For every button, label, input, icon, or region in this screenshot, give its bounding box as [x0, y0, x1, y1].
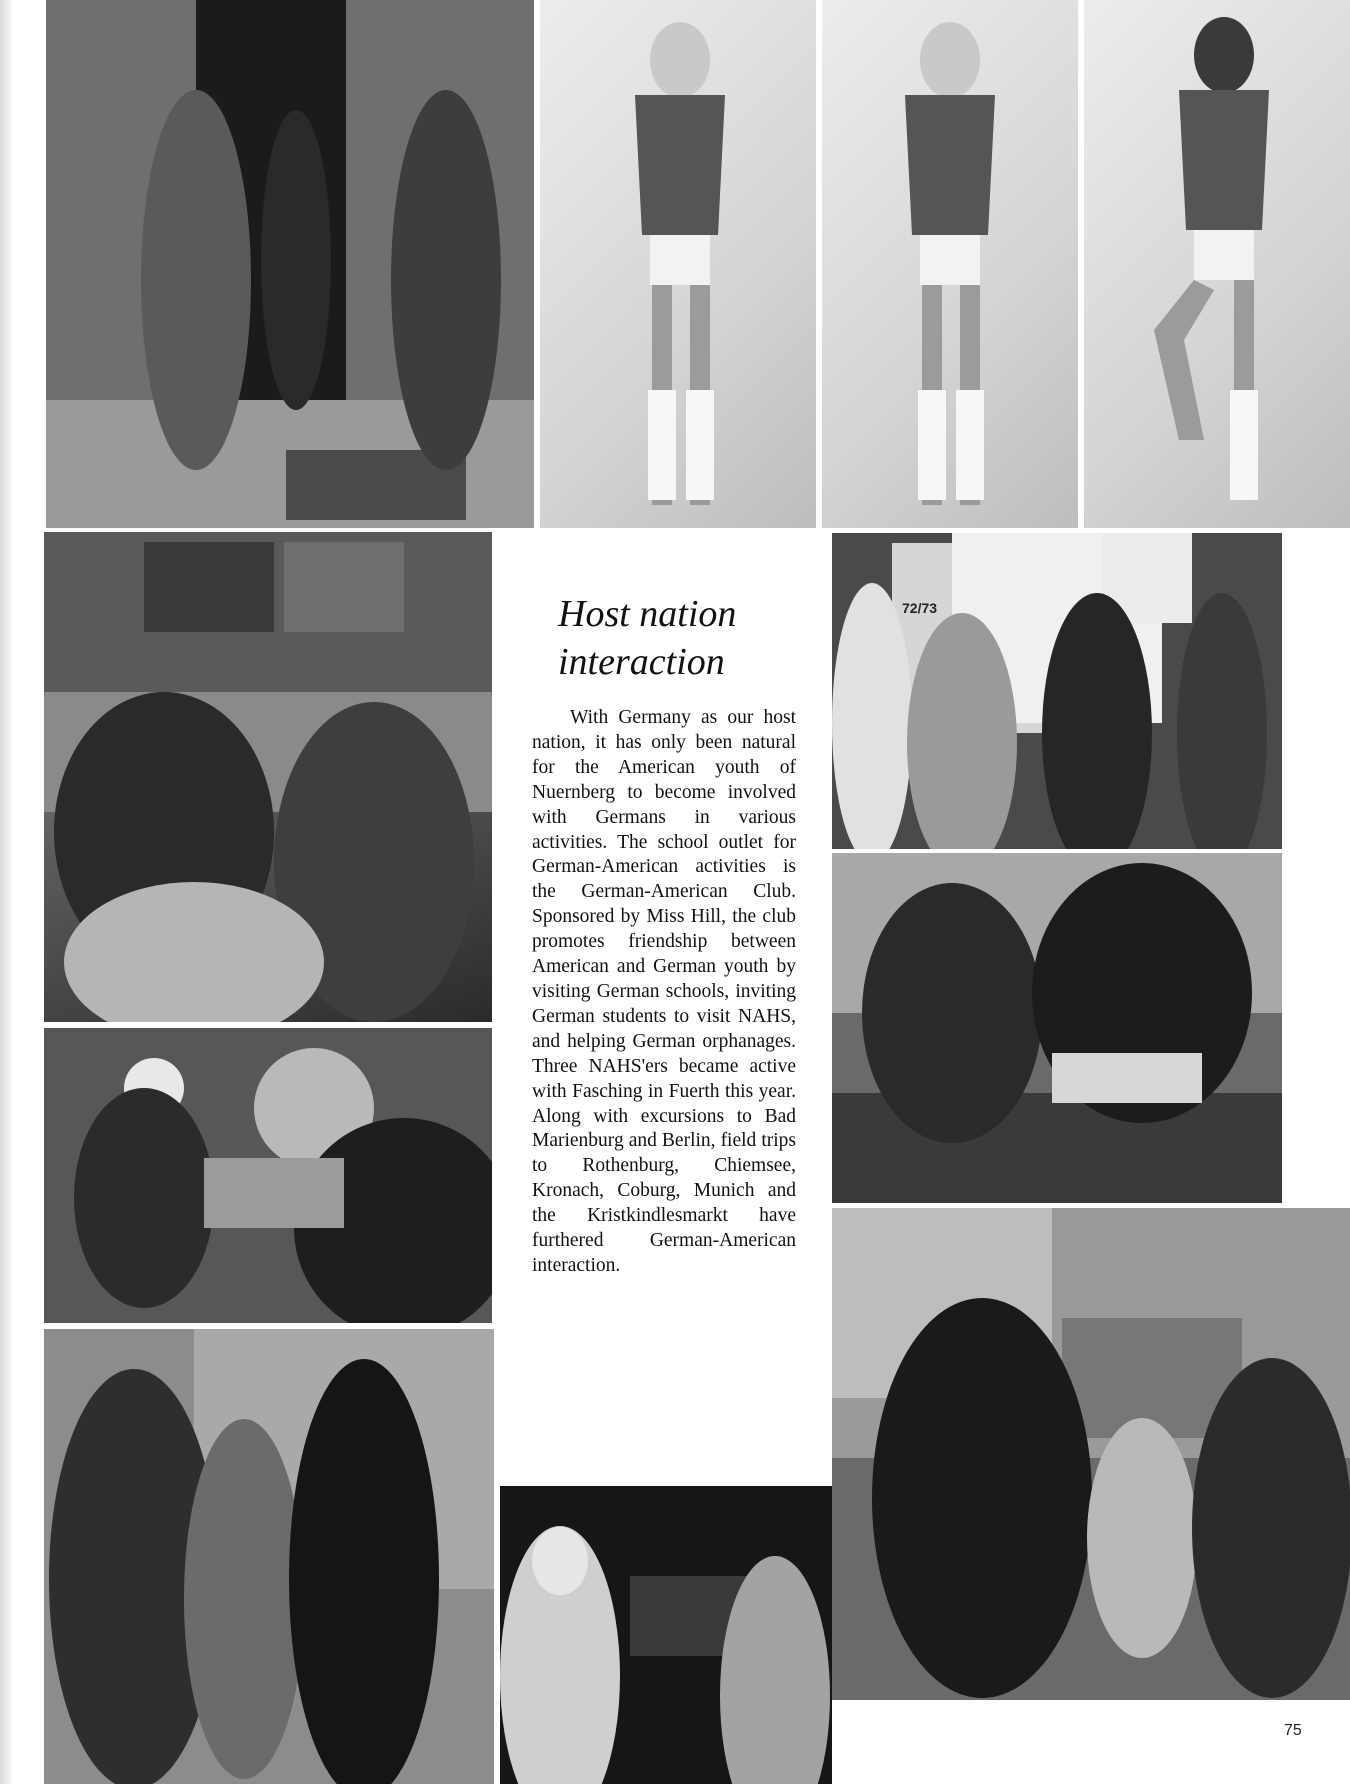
photo-students-at-desk: [832, 853, 1282, 1203]
photo-students-with-poster: [832, 533, 1282, 849]
photo-night-street: [500, 1486, 832, 1784]
photo-classroom-meeting: [44, 532, 492, 1022]
poster-sign-text: 72/73: [902, 600, 938, 616]
page-number: 75: [1284, 1722, 1302, 1739]
photo-majorette-right: [1084, 0, 1350, 528]
article-body: With Germany as our host nation, it has only been natural for the American youth of Nuernberg to become involved with Germans in various activities. The school outlet for German-American activities is the German-American Club. Sponsored by Miss Hill, the club promotes friendship between American and German youth by visiting German schools, inviting German students to visit NAHS, and helping German orphanages. Three NAHS'ers became active with Fasching in Fuerth this year. Along with excursions to Bad Marienburg and Berlin, field trips to Rothenburg, Chiemsee, Kronach, Coburg, Munich and the Kristkindlesmarkt have furthered German-American interaction.: [532, 707, 796, 1276]
article-title: [558, 590, 798, 686]
page-binding-edge: [0, 0, 14, 1784]
photo-majorette-center: [822, 0, 1078, 528]
article-title-line-2: interaction: [558, 641, 725, 683]
photo-majorette-left: [540, 0, 816, 528]
photo-dancing-group: [44, 1329, 494, 1784]
photo-group-at-table: [44, 1028, 492, 1323]
photo-flower-market: [832, 1208, 1350, 1700]
photo-street-doorway: [46, 0, 534, 528]
article-title-line-1: Host nation: [558, 593, 737, 635]
